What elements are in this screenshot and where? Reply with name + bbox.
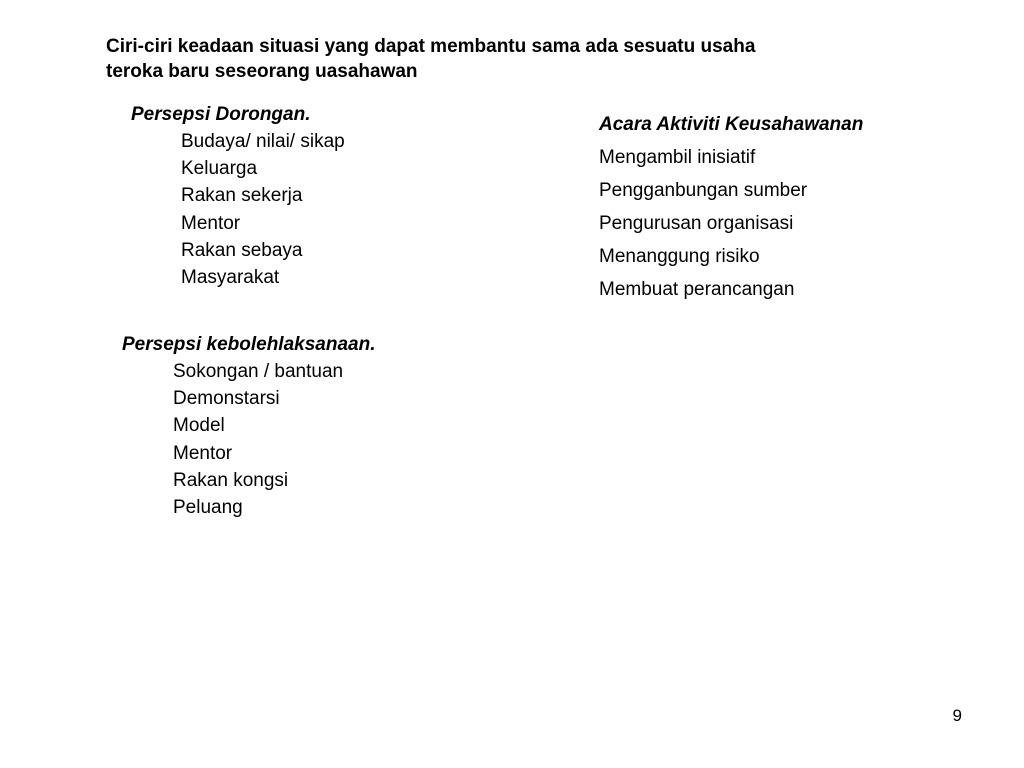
acara-aktiviti-section xyxy=(599,109,863,306)
persepsi-kebolehlaksanaan-list xyxy=(173,358,375,521)
persepsi-kebolehlaksanaan-heading: Persepsi kebolehlaksanaan. xyxy=(122,334,376,355)
list-item: Rakan kongsi xyxy=(173,469,289,491)
list-item: Demonstarsi xyxy=(173,388,280,410)
list-item: Keluarga xyxy=(181,158,258,180)
list-item: Mentor xyxy=(173,442,233,464)
list-item: Pengurusan organisasi xyxy=(599,213,794,234)
list-item: Budaya/ nilai/ sikap xyxy=(181,131,345,152)
list-item: Rakan sebaya xyxy=(181,239,303,261)
list-item: Mentor xyxy=(181,212,241,234)
list-item: Membuat perancangan xyxy=(599,279,795,300)
slide-title-line-1: Ciri-ciri keadaan situasi yang dapat membantu sama ada sesuatu usaha xyxy=(106,36,756,57)
list-item: Pengganbungan sumber xyxy=(599,180,808,201)
slide-title xyxy=(106,34,926,84)
list-item: Mengambil inisiatif xyxy=(599,147,756,168)
persepsi-kebolehlaksanaan-section xyxy=(122,331,375,521)
list-item: Menanggung risiko xyxy=(599,246,760,267)
page-number: 9 xyxy=(952,706,962,725)
slide-title-line-2: teroka baru seseorang uasahawan xyxy=(106,61,418,82)
list-item: Masyarakat xyxy=(181,267,280,289)
acara-aktiviti-heading: Acara Aktiviti Keusahawanan xyxy=(599,114,864,135)
list-item: Rakan sekerja xyxy=(181,185,303,207)
list-item: Peluang xyxy=(173,497,243,519)
list-item: Model xyxy=(173,415,225,437)
acara-aktiviti-list xyxy=(599,141,863,306)
persepsi-dorongan-heading: Persepsi Dorongan. xyxy=(131,104,311,125)
list-item: Sokongan / bantuan xyxy=(173,361,344,382)
persepsi-dorongan-section xyxy=(131,101,345,291)
persepsi-dorongan-list xyxy=(181,128,345,291)
